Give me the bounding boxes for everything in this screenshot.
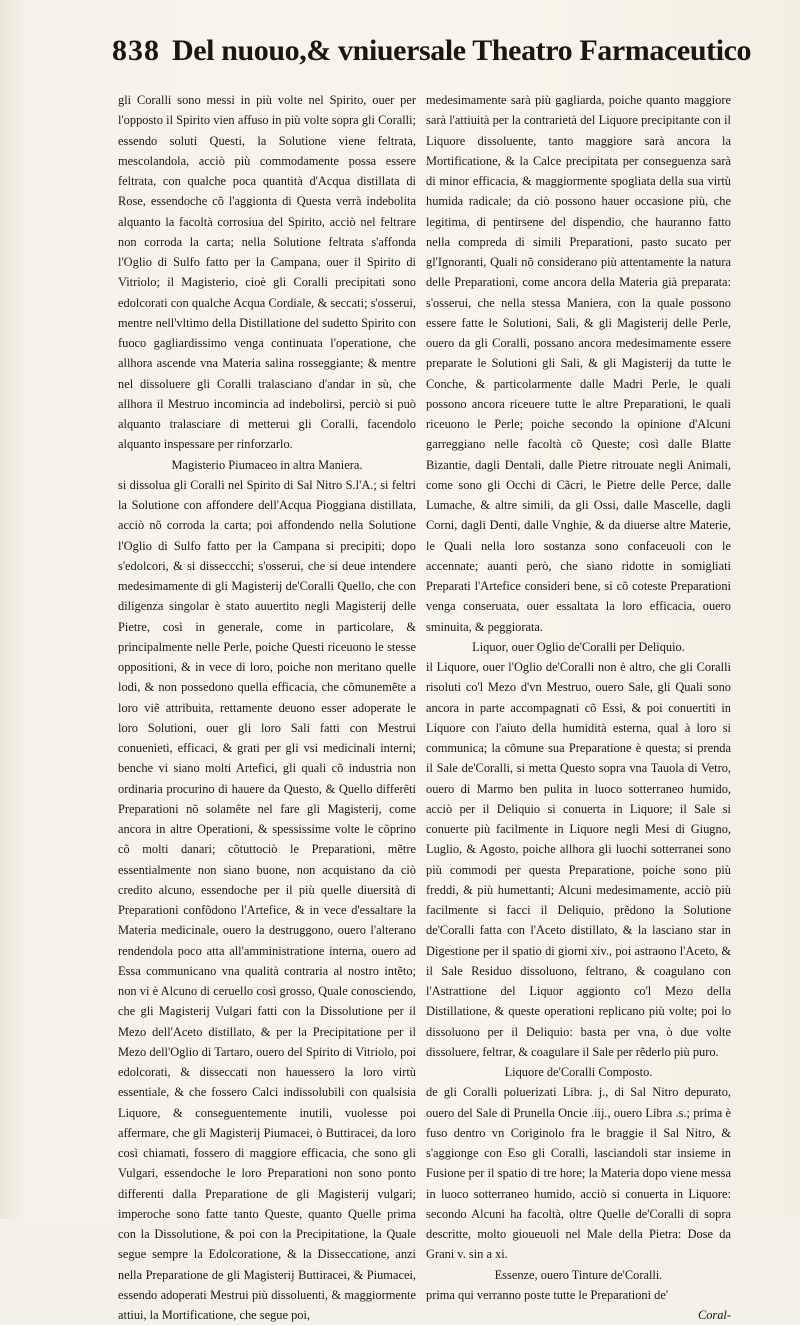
section-heading-essenze: Essenze, ouero Tinture de'Coralli. <box>494 1267 663 1282</box>
catchword: Coral- <box>697 1308 731 1322</box>
right-paragraph-4: prima qui verranno poste tutte le Preparationi de' <box>426 1287 669 1302</box>
right-paragraph-1: medesimamente sarà più gagliarda, poiche quanto maggiore sarà l'attiuità per la contrarietà del Liquore precipitante con il Liquore dissoluente, tanto maggiore sarà ancora la Mortificatione, & la Calce precipitata per conseguenza sarà di minor efficacia, & maggiormente spogliata della sua virtù humida radicale; da ciò possono hauer occasione più, che legitima, di pentirsene del dispendio, che hauranno fatto nella compreda di simili Preparationi, pasto sucato per gl'Ignoranti, Quali nõ considerano più attentamente la natura delle Preparationi, come ancora della Materia già preparata: s'osserui, che nella stessa Maniera, con la quale possono essere fatte le Solutioni, Sali, & gli Magisterij delle Perle, ouero da gli Coralli, possano ancora medesimamente essere preparate le Solutioni gli Sali, & gli Magisterij da tutte le Conche, & particolarmente dalle Madri Perle, le quali possono ancora riceuere tutte le altre Preparationi, le quali riceuono le Perle; poiche secondo la opinione d'Alcuni garreggiano nelle facoltà cõ Queste; così dalle Blatte Bizantie, dagli Dentali, dalle Pietre ritrouate negli Animali, come sono gli Occhi di Cãcri, le Pietre delle Perce, dalle Lumache, & altre simili, da gli Ossi, dalle Mascelle, dagli Corni, dagli Denti, dalle Vnghie, & da diuerse altre Materie, le Quali nella loro sostanza sono confaceuoli con le accennate; auanti però, che siano ridotte in somigliati Preparati l'Artefice consideri bene, si cõ coteste Preparationi venga conseruata, ouer essaltata la loro efficacia, ouero sminuita, & peggiorata. <box>426 93 731 634</box>
page-number: 838 <box>112 34 160 67</box>
right-paragraph-2: il Liquore, ouer l'Oglio de'Coralli non è altro, che gli Coralli risoluti co'l Mezo d'vn Mestruo, ouero Sale, gli Quali sono ancora in parte accompagnati cõ Essi, & poi conuertiti in Liquore con l'aiuto della humidità esterna, qual à loro si communica; la cõmune sua Preparatione è questa; si prenda il Sale de'Coralli, si metta Questo sopra vna Tauola di Vetro, ouero di Marmo ben pulita in luoco sotterraneo humido, acciò per il Deliquio si conuerta in Liquore; il Sale si conuerte più facilmente in Liquore negli Mesi di Giugno, Luglio, & Agosto, poiche allhora gli luochi sotterranei sono più commodi per questa Preparatione, poiche sono più freddi, & più humettanti; Alcuni medesimamente, acciò più facilmente si facci il Deliquio, prẽdono la Solutione de'Coralli fatta con l'Aceto distillato, & la lasciano star in Digestione per il spatio di giorni xiv., poi astraono l'Aceto, & il Sale Residuo dissoluono, feltrano, & coagulano con l'Astrattione del Liquor aggionto co'l Mezo della Distillatione, & queste operationi replicano più volte; poi lo dissoluono per il Deliquio: basta per vna, ò due volte dissoluere, feltrar, & coagulare il Sale per rẽderlo più puro. <box>426 660 731 1059</box>
page-header <box>112 34 762 82</box>
left-column <box>118 90 416 1322</box>
left-paragraph-1: gli Coralli sono messi in più volte nel Spirito, ouer per l'opposto il Spirito vien affuso in più volte sopra gli Coralli; essendo soluti Questi, la Solutione viene feltrata, mescolandola, acciò più commodamente possa essere feltrata, con qualche poca quantità d'Acqua distillata di Rose, essendoche cõ l'aggionta di Questa verrà indebolita alquanto la facoltà corrosiua del Spirito, acciò nel feltrare non corroda la carta; nella Solutione feltrata s'affonda l'Oglio di Sulfo fatto per la Campana, ouer il Spirito di Vitriolo; il Magisterio, cioè gli Coralli precipitati sono edolcorati con qualche Acqua Cordiale, & seccati; s'osserui, mentre nell'vltimo della Distillatione del sudetto Spirito con fuoco gagliardissimo venga continuata l'operatione, che allhora ascende vna Materia salina rosseggiante; & mentre nel dissoluere gli Coralli tralasciano d'andar in sù, che allhora il Mestruo incomincia ad indebolirsi, perciò si può alquanto tralasciare di metterui gli Coralli, facendolo alquanto inspessare per rinforzarlo. <box>118 93 416 452</box>
running-title: Del nuouo,& vniuersale Theatro Farmaceutico <box>172 34 752 67</box>
section-heading-magisterio: Magisterio Piumaceo in altra Maniera. <box>171 457 363 472</box>
right-paragraph-3: de gli Coralli poluerizati Libra. j., di Sal Nitro depurato, ouero del Sale di Prunella Oncie .iij., ouero Libra .s.; prima è fuso dentro vn Coriginolo fra le braggie il Sal Nitro, & s'aggionge con Eso gli Coralli, lasciandoli star insieme in Fusione per il spatio di tre hore; la Materia dopo viene messa in luoco sotterraneo humido, acciò si conuerta in Liquore: secondo Alcuni ha facoltà, oltre Quelle de'Coralli di sopra descritte, molto gioueuoli nel Male della Pietra: Dose da Grani v. sin a xi. <box>426 1085 731 1262</box>
section-heading-liquor: Liquor, ouer Oglio de'Coralli per Deliquio. <box>472 639 685 654</box>
section-heading-liquore-composto: Liquore de'Coralli Composto. <box>504 1065 653 1079</box>
left-paragraph-2: si dissolua gli Coralli nel Spirito di Sal Nitro S.l'A.; si feltri la Solutione con affondere dell'Acqua Pioggiana distillata, acciò nõ corroda la carta; poi affondendo nella Solutione l'Oglio di Sulfo fatto per la Campana si precipiti; dopo s'edolcori, & si disseccchi; s'osserui, che si deue intendere medesimamente di gli Magisterij de'Coralli Quello, che con diligenza singolar è stato auuertito negli Magisterij delle Pietre, così in generale, come in particolare, & principalmente nelle Perle, poiche Questi riceuono le stesse oppositioni, & in vece di loro, poiche non meritano quelle lodi, & non possedono quella efficacia, che cõmunemẽte a loro viẽ attribuita, rettamente deuono esser adoperate le loro Solutioni, ouer gli loro Sali fatti con Mestrui conuenieti, efficaci, & grati per gli vsi medicinali interni; benche vi siano molti Artefici, gli quali cõ industria non ordinaria procurino di hauere da Questo, & Quello differẽti Preparationi nõ solamẽte nel fare gli Magisterij, come ancora in altre Operationi, & spessissime volte le cõprino cõ molti danari; cõtuttociò le Preparationi, mẽtre essentialmente non siano buone, non acquistano da ciò credito alcuno, essendoche per il più quelle diuersità di Preparationi confõdono l'Artefice, & in vece d'essaltare la Materia medicinale, ouero la destruggono, ouero l'alterano rendendola poco atta all'amministratione interna, ouero ad Essa communicano vna qualità contraria al nostro intẽto; non vi è Alcuno di ceruello così grosso, Quale conosciendo, che gli Magisterij Vulgari fatti con la Dissolutione per il Mezo dell'Aceto distillato, & per la Precipitatione per il Mezo dell'Oglio di Tartaro, ouero del Spirito di Vitriolo, poi edolcorati, & disseccati non hauessero la loro virtù essentiale, & che fossero Calci indissolubili con qualsisia Liquore, & conseguentemente inutili, vuolesse poi affermare, che gli Magisterij Piumacei, ò Buttiracei, da loro così chiamati, fossero di maggiore efficacia, che sono gli Vulgari, essendoche le loro Preparationi non sono ponto differenti dalla Preparatione de gli Magisterij vulgari; imperoche sono fatte tanto Queste, quanto Quelle prima con la Dissolutione, & poi con la Precipitatione, la Quale segue sempre la Edolcoratione, & la Disseccatione, anzi nella Preparatione de gli Magisterij Buttiracei, & Piumacei, essendo adoperati Mestrui più dissoluenti, & maggiormente attiui, la Mortificatione, che segue poi, <box>118 477 416 1322</box>
right-column <box>426 90 731 1322</box>
